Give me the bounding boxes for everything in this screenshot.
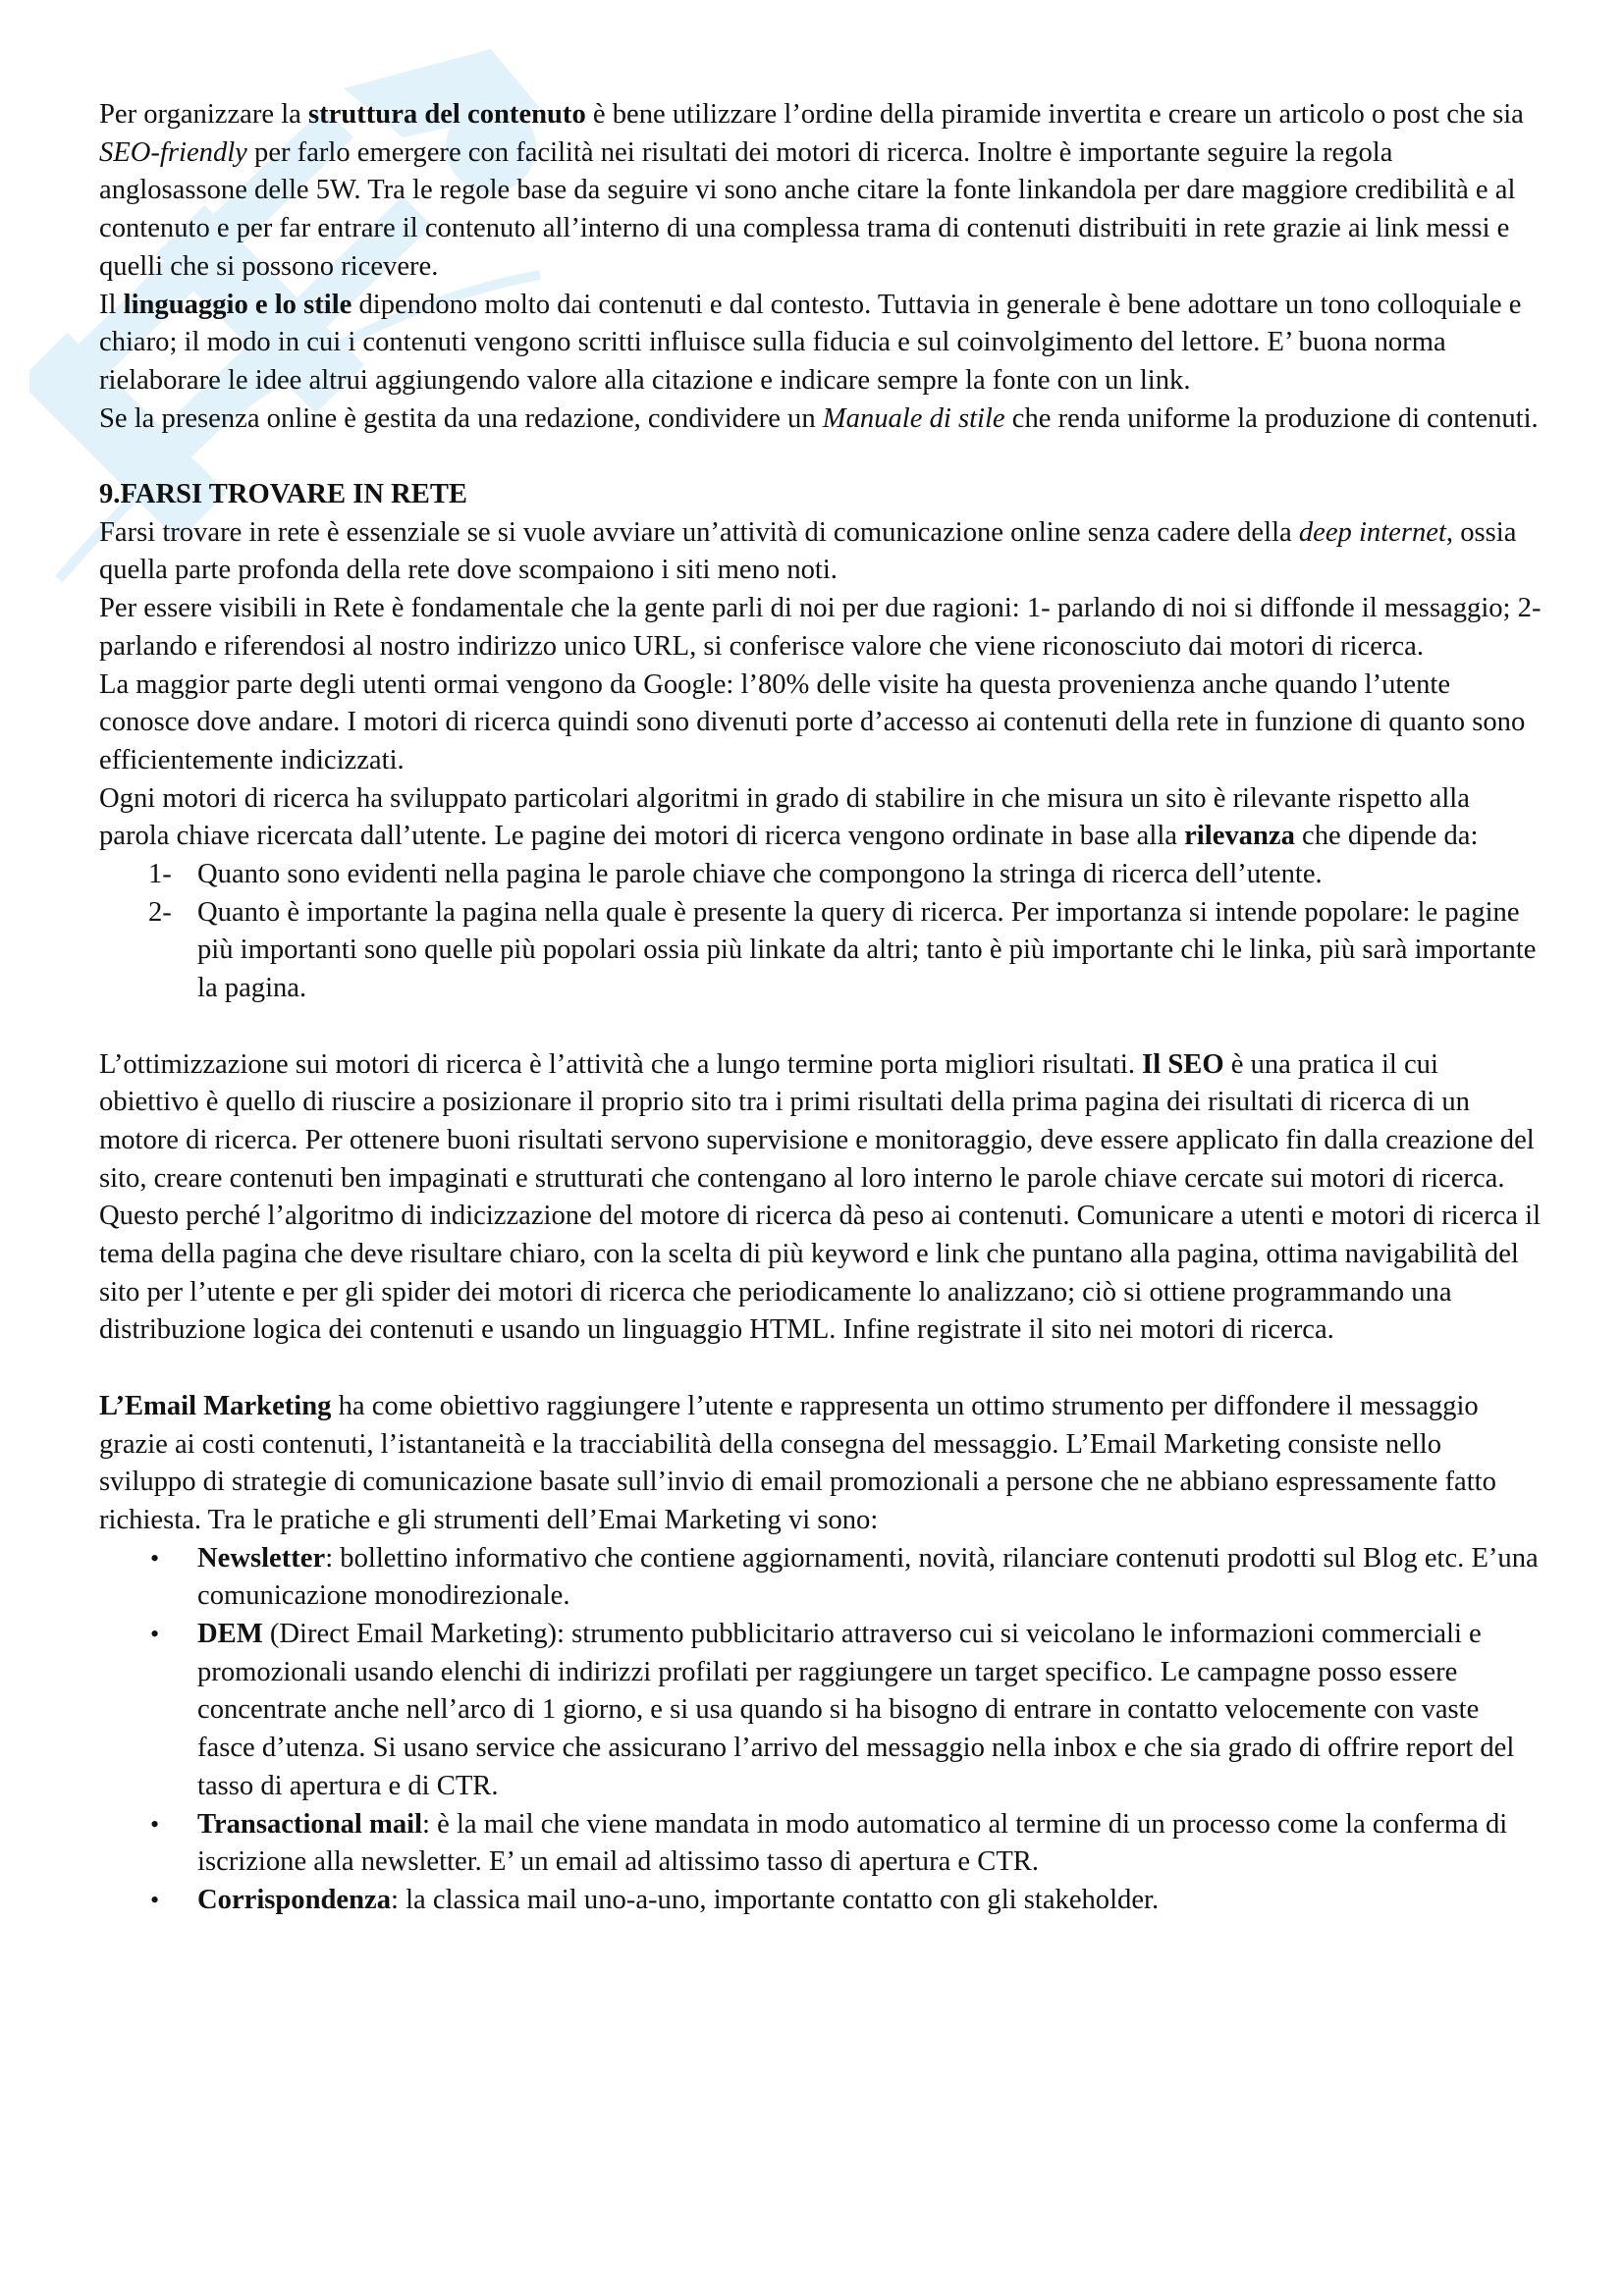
bold-term: linguaggio e lo stile	[123, 289, 352, 320]
text: è una pratica il cui obiettivo è quello di riuscire a posizionare il proprio sito tra i primi risultati della prima pagina dei risultati di ricerca di un motore di ricerca. Per ottenere buoni risultati servono supervisione e monitoraggio, deve essere applicato fin dalla creazione del sito, creare contenuti ben impaginati e strutturati che contengano al loro interno le parole chiave cercate sui motori di ricerca. Questo perché l’algoritmo di indicizzazione del motore di ricerca dà peso ai contenuti. Comunicare a utenti e motori di ricerca il tema della pagina che deve risultare chiaro, con la scelta di più keyword e link che puntano alla pagina, ottima navigabilità del sito per l’utente e per gli spider dei motori di ricerca che periodicamente lo analizzano; ciò si ottiene programmando una distribuzione logica dei contenuti e usando un linguaggio HTML. Infine registrate il sito nei motori di ricerca.	[99, 1048, 1542, 1346]
list-item-text: (Direct Email Marketing): strumento pubblicitario attraverso cui si veicolano le informazioni commerciali e promozionali usando elenchi di indirizzi profilati per raggiungere un target specifico. Le campagne posso essere concentrate anche nell’arco di 1 giorno, e si usa quando si ha bisogno di entrare in contatto velocemente con vaste fasce d’utenza. Si usano service che assicurano l’arrivo del messaggio nella inbox e che sia grado di offrire report del tasso di apertura e di CTR.	[197, 1619, 1515, 1801]
paragraph-be-found	[99, 514, 1542, 590]
paragraph-visibility: Per essere visibili in Rete è fondamentale che la gente parli di noi per due ragioni: 1- parlando di noi si diffonde il messaggio; 2- parlando e riferendosi al nostro indirizzo unico URL, si conferisce valore che viene riconosciuto dai motori di ricerca.	[99, 593, 1542, 662]
paragraph-language-style	[99, 287, 1542, 400]
text: è bene utilizzare l’ordine della piramide invertita e creare un articolo o post che sia	[585, 99, 1524, 130]
bold-term: Newsletter	[197, 1542, 326, 1574]
text: Se la presenza online è gestita da una redazione, condividere un	[99, 402, 823, 434]
bullet-icon: •	[150, 1620, 160, 1649]
text: , ossia quella parte profonda della rete dove scompaiono i siti meno noti.	[99, 516, 1517, 586]
section-heading: 9.FARSI TROVARE IN RETE	[99, 479, 467, 510]
bullet-icon: •	[150, 1886, 160, 1914]
list-item-text: : la classica mail uno-a-uno, importante contatto con gli stakeholder.	[391, 1885, 1160, 1915]
text: per farlo emergere con facilità nei risultati dei motori di ricerca. Inoltre è importante seguire la regola anglosassone delle 5W. Tra le regole base da seguire vi sono anche citare la fonte linkandola per dare maggiore credibilità e al contenuto e per far entrare il contenuto all’interno di una complessa trama di contenuti distribuiti in rete grazie ai link messi e quelli che si possono ricevere.	[99, 136, 1516, 282]
list-number: 2-	[148, 896, 172, 928]
spacer	[99, 1350, 1542, 1388]
list-item	[99, 894, 1542, 1008]
list-item-text: Quanto sono evidenti nella pagina le parole chiave che compongono la stringa di ricerca dell’utente.	[197, 859, 1323, 890]
italic-term: Manuale di stile	[822, 402, 1005, 434]
text: L’ottimizzazione sui motori di ricerca è l’attività che a lungo termine porta migliori risultati.	[99, 1048, 1143, 1080]
text: Ogni motori di ricerca ha sviluppato particolari algoritmi in grado di stabilire in che misura un sito è rilevante rispetto alla parola chiave ricercata dall’utente. Le pagine dei motori di ricerca vengono ordinate in base alla	[99, 782, 1470, 852]
list-item	[99, 856, 1542, 894]
bold-term: struttura del contenuto	[308, 99, 586, 130]
paragraph-content-structure	[99, 96, 1542, 287]
list-item-text: : è la mail che viene mandata in modo automatico al termine di un processo come la conferma di iscrizione alla newsletter. E’ un email ad altissimo tasso di apertura e CTR.	[197, 1808, 1508, 1878]
text: Per organizzare la	[99, 99, 309, 130]
email-tools-list	[99, 1540, 1542, 1920]
bold-term: rilevanza	[1184, 821, 1295, 852]
bold-term: Transactional mail	[197, 1808, 423, 1840]
document-page	[99, 96, 1542, 1920]
list-item	[99, 1540, 1542, 1616]
spacer	[99, 1008, 1542, 1046]
text: Il	[99, 289, 124, 320]
bold-term: L’Email Marketing	[99, 1390, 332, 1421]
list-item-text: : bollettino informativo che contiene aggiornamenti, novità, rilanciare contenuti prodotti sul Blog etc. E’una comunicazione monodirezionale.	[197, 1542, 1539, 1612]
list-item	[99, 1616, 1542, 1806]
bullet-icon: •	[150, 1809, 160, 1839]
text: dipendono molto dai contenuti e dal contesto. Tuttavia in generale è bene adottare un tono colloquiale e chiaro; il modo in cui i contenuti vengono scritti influisce sulla fiducia e sul coinvolgimento del lettore. E’ buona norma rielaborare le idee altrui aggiungendo valore alla citazione e indicare sempre la fonte con un link.	[99, 289, 1522, 396]
italic-term: SEO-friendly	[99, 136, 247, 168]
list-number: 1-	[148, 859, 172, 890]
paragraph-email-marketing	[99, 1388, 1542, 1540]
paragraph-style-manual	[99, 400, 1542, 439]
text: che renda uniforme la produzione di contenuti.	[1004, 402, 1539, 434]
text: Farsi trovare in rete è essenziale se si vuole avviare un’attività di comunicazione online senza cadere della	[99, 516, 1299, 548]
paragraph-seo	[99, 1046, 1542, 1351]
spacer	[99, 438, 1542, 476]
relevance-list	[99, 856, 1542, 1008]
paragraph-google: La maggior parte degli utenti ormai vengono da Google: l’80% delle visite ha questa provenienza anche quando l’utente conosce dove andare. I motori di ricerca quindi sono divenuti porte d’accesso ai contenuti della rete in funzione di quanto sono efficientemente indicizzati.	[99, 668, 1526, 775]
bold-term: Corrispondenza	[197, 1885, 391, 1915]
text: che dipende da:	[1294, 821, 1479, 852]
paragraph-algorithms	[99, 780, 1542, 856]
bold-term: Il SEO	[1142, 1048, 1224, 1080]
bullet-icon: •	[150, 1543, 160, 1573]
list-item	[99, 1882, 1542, 1920]
italic-term: deep internet	[1298, 516, 1446, 548]
list-item-text: Quanto è importante la pagina nella quale è presente la query di ricerca. Per importanza si intende popolare: le pagine più importanti sono quelle più popolari ossia più linkate da altri; tanto è più importante chi le linka, più sarà importante la pagina.	[197, 896, 1537, 1004]
text: ha come obiettivo raggiungere l’utente e rappresenta un ottimo strumento per diffondere il messaggio grazie ai costi contenuti, l’istantaneità e la tracciabilità della consegna del messaggio. L’Email Marketing consiste nello sviluppo di strategie di comunicazione basate sull’invio di email promozionali a persone che ne abbiano espressamente fatto richiesta. Tra le pratiche e gli strumenti dell’Emai Marketing vi sono:	[99, 1390, 1496, 1535]
list-item	[99, 1806, 1542, 1882]
bold-term: DEM	[197, 1619, 263, 1650]
